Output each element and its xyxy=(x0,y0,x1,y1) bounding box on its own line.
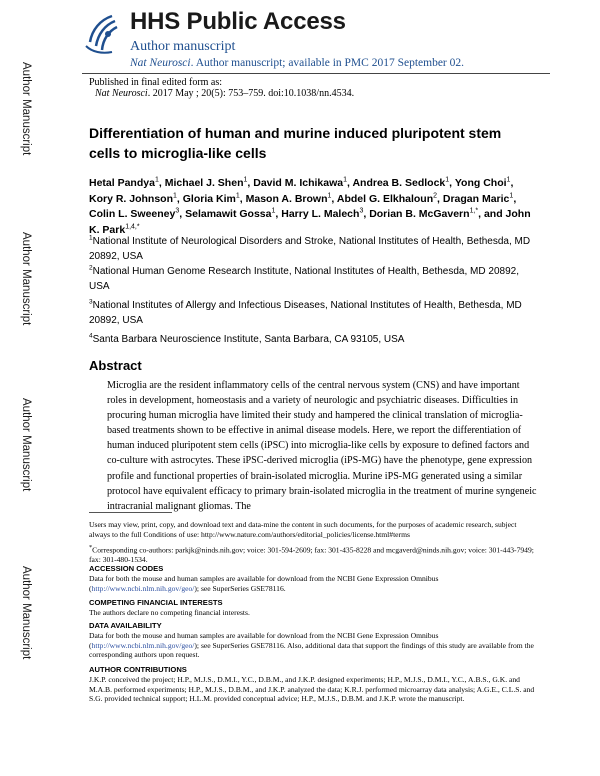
author-affiliation-mark: 1 xyxy=(506,176,511,184)
author-name: Colin L. Sweeney xyxy=(89,208,176,220)
abstract-body: Microglia are the resident inflammatory cells of the central nervous system (CNS) and have important roles in development, homeostasis and a variety of neurologic and psychiatric diseases. Difficulties in procuring human microglia have limited their study and hampered the clinical translation of microglia-based treatments shown to be effective in animal disease models. Here, we report the differentiation of human induced pluripotent stem cells (iPSC) into microglia-like cells by exposure to defined factors and co-culture with astrocytes. These iPSC-derived microglia (iPS-MG) have the phenotype, gene expression profile and functional properties of brain-isolated microglia. Murine iPS-MG generated using a similar protocol have equivalent efficacy to primary brain-isolated microglia in the treatment of murine syngeneic intracranial malignant gliomas. The xyxy=(107,380,537,512)
citation-details: . 2017 May ; 20(5): 753–759. doi:10.1038/nn.4534. xyxy=(147,88,355,99)
availability-text: . Author manuscript; available in PMC 2017 September 02. xyxy=(190,57,464,69)
footnote-rule xyxy=(89,512,172,513)
affiliation xyxy=(89,234,539,264)
header-rule xyxy=(82,73,550,74)
affiliation-text: National Human Genome Research Institute, National Institutes of Health, Bethesda, MD 20892, USA xyxy=(89,266,519,292)
corresponding-note xyxy=(89,543,539,565)
affiliation-number: 3 xyxy=(89,298,93,306)
citation-journal: Nat Neurosci xyxy=(95,88,148,99)
hhs-public-access-title: HHS Public Access xyxy=(130,8,346,35)
author-affiliation-mark: 1,* xyxy=(469,207,479,215)
accession-heading: ACCESSION CODES xyxy=(89,564,164,573)
author-affiliation-mark: 1 xyxy=(509,192,514,199)
affiliation xyxy=(89,298,539,328)
sidebar-label: Author Manuscript xyxy=(20,566,32,660)
affiliation xyxy=(89,332,539,347)
affiliation-text: National Institute of Neurological Disorders and Stroke, National Institutes of Health, Bethesda, MD 20892, USA xyxy=(89,236,531,262)
data-availability-note xyxy=(89,631,539,660)
journal-name: Nat Neurosci xyxy=(130,57,191,69)
accession-text: Data for both the mouse and human samples are available for download from the NCBI Gene Expression Omnibus ( xyxy=(89,574,439,593)
author-affiliation-mark: 1 xyxy=(445,176,450,184)
author-affiliation-mark: 1 xyxy=(235,192,240,199)
author-name: Andrea B. Sedlock xyxy=(352,177,446,189)
sidebar-label: Author Manuscript xyxy=(20,232,32,326)
author-affiliation-mark: 1 xyxy=(243,176,248,184)
author-list: Hetal Pandya$^1$, Michael J. Shen$^1$, David M. Ichikawa$^1$, Andrea B. Sedlock$^1$, Yong Choi$^1$, Kory R. Johnson$^1$, Gloria Kim$^1$, Mason A. Brown$^1$, Abdel G. Elkhaloun$^2$, Dragan Maric$^1$, Colin L. Sweeney$^3$, Selamawit Gossa$^1$, Harry L. Malech$^3$, Dorian B. McGavern$^{1,*}$, and John K. Park$^{1,4,*}$ xyxy=(89,176,531,236)
author-affiliation-mark: 1 xyxy=(154,176,159,184)
affiliation-text: National Institutes of Allergy and Infectious Diseases, National Institutes of Health, Bethesda, MD 20892, USA xyxy=(89,300,522,326)
author-manuscript-subtitle: Author manuscript xyxy=(130,39,236,54)
author-affiliation-mark: 1 xyxy=(343,176,348,184)
author-name: Dragan Maric xyxy=(442,192,510,205)
author-affiliation-mark: 3 xyxy=(359,207,364,215)
author-name: Mason A. Brown xyxy=(245,192,328,205)
affiliation-text: Santa Barbara Neuroscience Institute, Santa Barbara, CA 93105, USA xyxy=(92,334,405,345)
author-contributions-note: J.K.P. conceived the project; H.P., M.J.S., D.M.I., Y.C., D.B.M., and J.K.P. designed experiments; H.P., M.J.S., D.M.I., Y.C., A.B.S., G.K. and M.A.B. performed experiments; H.P., M.J.S., D.B.M., and J.K.P. analyzed the data; K.R.J. performed microarray data analysis; A.G.E., C.L.S. and S.G. provided technical support; H.L.M. provided conceptual advice; H.P., M.J.S., D.B.M. and J.K.P. wrote the manuscript. xyxy=(89,675,535,704)
author-affiliation-mark: 1 xyxy=(173,192,177,199)
journal-availability xyxy=(130,57,464,69)
author-contributions-heading: AUTHOR CONTRIBUTIONS xyxy=(89,665,187,674)
author-affiliation-mark: 3 xyxy=(175,207,180,215)
published-label: Published in final edited form as: xyxy=(89,77,223,88)
hhs-eagle-logo-icon xyxy=(82,12,122,56)
accession-note xyxy=(89,574,539,593)
sidebar-label: Author Manuscript xyxy=(20,398,32,492)
publication-citation xyxy=(95,88,354,99)
sidebar-label: Author Manuscript xyxy=(20,62,32,156)
competing-interests-heading: COMPETING FINANCIAL INTERESTS xyxy=(89,598,223,607)
corresponding-text: Corresponding co-authors: parkjk@ninds.nih.gov; voice: 301-594-2609; fax: 301-435-8228 and mcgaverd@ninds.nih.gov; voice: 301-443-7949; fax: 301-480-1534. xyxy=(89,545,534,565)
author-affiliation-mark: 1 xyxy=(271,207,276,215)
author-name: John K. Park xyxy=(89,208,531,236)
corresponding-mark: * xyxy=(89,544,93,551)
accession-tail: ); see SuperSeries GSE78116. xyxy=(194,583,286,593)
author-name: Kory R. Johnson xyxy=(89,192,174,205)
author-affiliation-mark: 2 xyxy=(433,192,438,199)
accession-link[interactable]: http://www.ncbi.nlm.nih.gov/geo/ xyxy=(91,583,195,593)
affiliation-number: 1 xyxy=(89,234,93,242)
author-name: Harry L. Malech xyxy=(281,208,360,220)
author-name: Abdel G. Elkhaloun xyxy=(336,192,434,205)
author-name: Hetal Pandya xyxy=(89,177,155,189)
author-name: Dorian B. McGavern xyxy=(369,208,470,220)
abstract-heading: Abstract xyxy=(89,358,142,373)
author-manuscript-sidebar xyxy=(0,0,36,776)
availability-text: Data for both the mouse and human samples are available for download from the NCBI Gene Expression Omnibus ( xyxy=(89,631,439,650)
availability-tail: ); see SuperSeries GSE78116. Also, additional data that support the findings of this study are available from the corresponding authors upon request. xyxy=(89,640,534,660)
author-affiliation-mark: 1,4,* xyxy=(125,223,140,230)
author-name: Yong Choi xyxy=(454,177,507,189)
author-affiliation-mark: 1 xyxy=(327,192,332,199)
article-title: Differentiation of human and murine induced pluripotent stem cells to microglia-like cells xyxy=(89,125,502,161)
affiliation-number: 4 xyxy=(89,332,93,340)
affiliation xyxy=(89,264,539,294)
affiliation-number: 2 xyxy=(89,264,93,272)
terms-link[interactable]: http://www.nature.com/authors/editorial_policies/license.html#terms xyxy=(201,529,410,539)
competing-interests-note: The authors declare no competing financial interests. xyxy=(89,608,250,617)
availability-link[interactable]: http://www.ncbi.nlm.nih.gov/geo/ xyxy=(91,640,195,650)
data-availability-heading: DATA AVAILABILITY xyxy=(89,621,162,630)
author-name: Michael J. Shen xyxy=(164,177,244,189)
author-name: Selamawit Gossa xyxy=(185,208,272,220)
author-name: Gloria Kim xyxy=(182,192,236,205)
terms-of-use-note xyxy=(89,520,539,539)
terms-text: Users may view, print, copy, and download text and data-mine the content in such documents, for the purposes of academic research, subject always to the full Conditions of use: xyxy=(89,520,517,539)
author-name: David M. Ichikawa xyxy=(253,177,344,189)
